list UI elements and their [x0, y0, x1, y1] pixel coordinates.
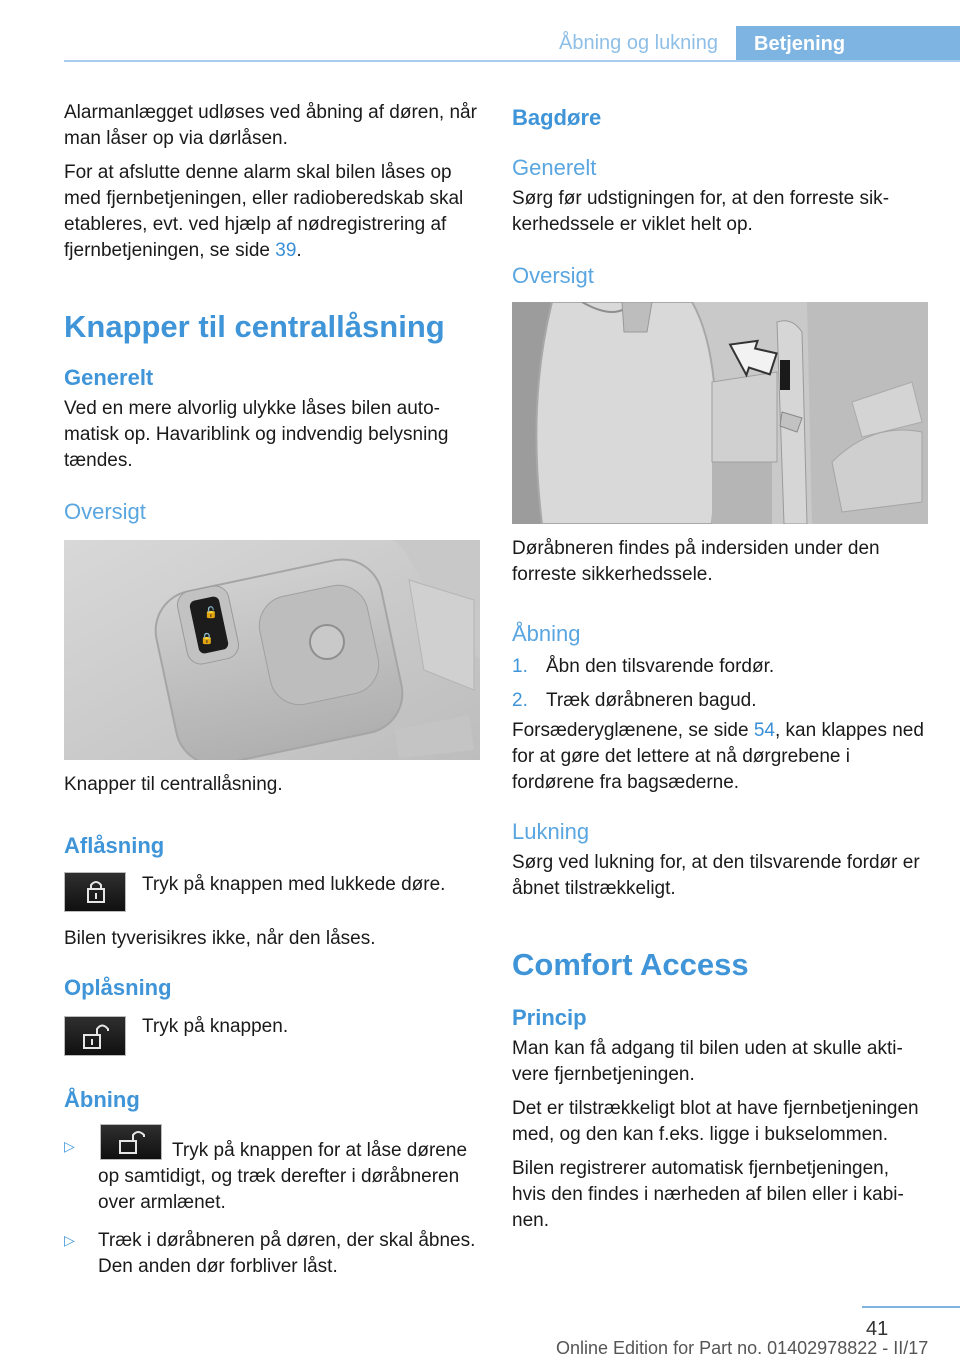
heading-abning-left: Åbning	[64, 1087, 140, 1112]
step-text: Åbn den tilsvarende fordør.	[546, 656, 775, 677]
intro-paragraph-1: Alarmanlægget udløses ved åbning af døren, når man låser op via dørlåsen.	[64, 102, 477, 149]
princip-paragraph-1: Man kan få adgang til bilen uden at skulle aktivere fjernbetjeningen.	[512, 1038, 903, 1085]
section-title-comfort-access: Comfort Access	[512, 947, 749, 982]
right-generelt-text: Sørg før udstigningen for, at den forreste sikkerhedssele er viklet helt op.	[512, 188, 890, 235]
page-link-54[interactable]: 54	[753, 720, 775, 741]
heading-oversigt: Oversigt	[64, 499, 146, 524]
abning-bullet-list	[64, 1124, 480, 1280]
heading-bagdore: Bagdøre	[512, 105, 602, 130]
door-lock-buttons-image	[64, 540, 480, 760]
heading-oplasning: Oplåsning	[64, 975, 172, 1000]
heading-abning-right: Åbning	[512, 621, 581, 646]
unlock-icon	[101, 1125, 163, 1161]
intro-paragraph-2: For at afslutte denne alarm skal bilen låses op med fjernbetjeningen, eller radioberedskab skal etableres, evt. ved hjælp af nødregistrering af fjernbetjeningen, se side 39.	[64, 162, 464, 261]
rear-door-opener-image	[512, 302, 928, 524]
unlock-icon	[65, 1017, 127, 1057]
bullet-triangle-icon: ▷	[64, 1138, 75, 1154]
heading-generelt: Generelt	[64, 365, 154, 390]
lock-button-image	[64, 872, 126, 912]
aflasning-note: Bilen tyverisikres ikke, når den låses.	[64, 928, 376, 949]
lukning-text: Sørg ved lukning for, at den tilsvarende fordør er åbnet tilstrækkeligt.	[512, 852, 920, 899]
princip-body	[512, 1036, 928, 1234]
list-item	[64, 1124, 480, 1216]
left-image-caption: Knapper til centrallåsning.	[64, 774, 283, 795]
list-item	[512, 688, 928, 722]
heading-aflasning: Aflåsning	[64, 833, 165, 858]
unlock-button-image	[64, 1016, 126, 1056]
abning-bullet-1: Tryk på knappen for at låse dørene op samtidigt, og træk derefter i døråbneren over armlænet.	[98, 1140, 468, 1213]
footer-rule	[862, 1306, 960, 1308]
heading-oversigt-right: Oversigt	[512, 263, 594, 288]
header-chapter-tab: Betjening	[736, 26, 960, 62]
page-link-39[interactable]: 39	[275, 240, 297, 261]
unlock-button-inline-image	[100, 1124, 162, 1160]
footer-edition: Online Edition for Part no. 01402978822 - II/17	[556, 1338, 929, 1358]
abning-bullet-2: Træk i døråbneren på døren, der skal åbnes. Den anden dør forbliver låst.	[98, 1230, 476, 1277]
svg-text:🔓: 🔓	[204, 606, 218, 619]
list-item	[512, 654, 928, 688]
right-image-caption: Døråbneren findes på indersiden under den forreste sikkerhedssele.	[512, 538, 880, 585]
step-number: 1.	[512, 656, 528, 677]
princip-paragraph-3: Bilen registrerer automatisk fjernbetjeningen, hvis den findes i nærheden af bilen eller i kabinen.	[512, 1158, 904, 1231]
abning-steps	[512, 654, 928, 722]
page-number: 41	[866, 1318, 889, 1340]
heading-generelt-right: Generelt	[512, 155, 597, 180]
list-item	[64, 1228, 480, 1280]
bullet-triangle-icon: ▷	[64, 1232, 75, 1248]
section-title-central-locking: Knapper til centrallåsning	[64, 309, 445, 344]
heading-lukning: Lukning	[512, 819, 590, 844]
step-number: 2.	[512, 690, 528, 711]
left-column	[64, 100, 480, 264]
header-section-title: Åbning og lukning	[558, 32, 718, 54]
step-text: Træk døråbneren bagud.	[546, 690, 757, 711]
svg-text:🔒: 🔒	[200, 632, 214, 645]
header-rule	[64, 60, 960, 62]
princip-paragraph-2: Det er tilstrækkeligt blot at have fjernbetjeningen med, og den kan f.eks. ligge i bukselommen.	[512, 1098, 919, 1145]
aflasning-text: Tryk på knappen med lukkede døre.	[142, 874, 446, 895]
seatback-fold-text: Forsæderyglænene, se side 54, kan klappes ned for at gøre det lettere at nå dørgrebene i fordørene fra bagsæderne.	[512, 720, 924, 793]
generelt-text: Ved en mere alvorlig ulykke låses bilen automatisk op. Havariblink og indvendig belysning tændes.	[64, 398, 449, 471]
lock-icon	[65, 873, 127, 913]
oplasning-text: Tryk på knappen.	[142, 1016, 289, 1037]
heading-princip: Princip	[512, 1005, 587, 1030]
